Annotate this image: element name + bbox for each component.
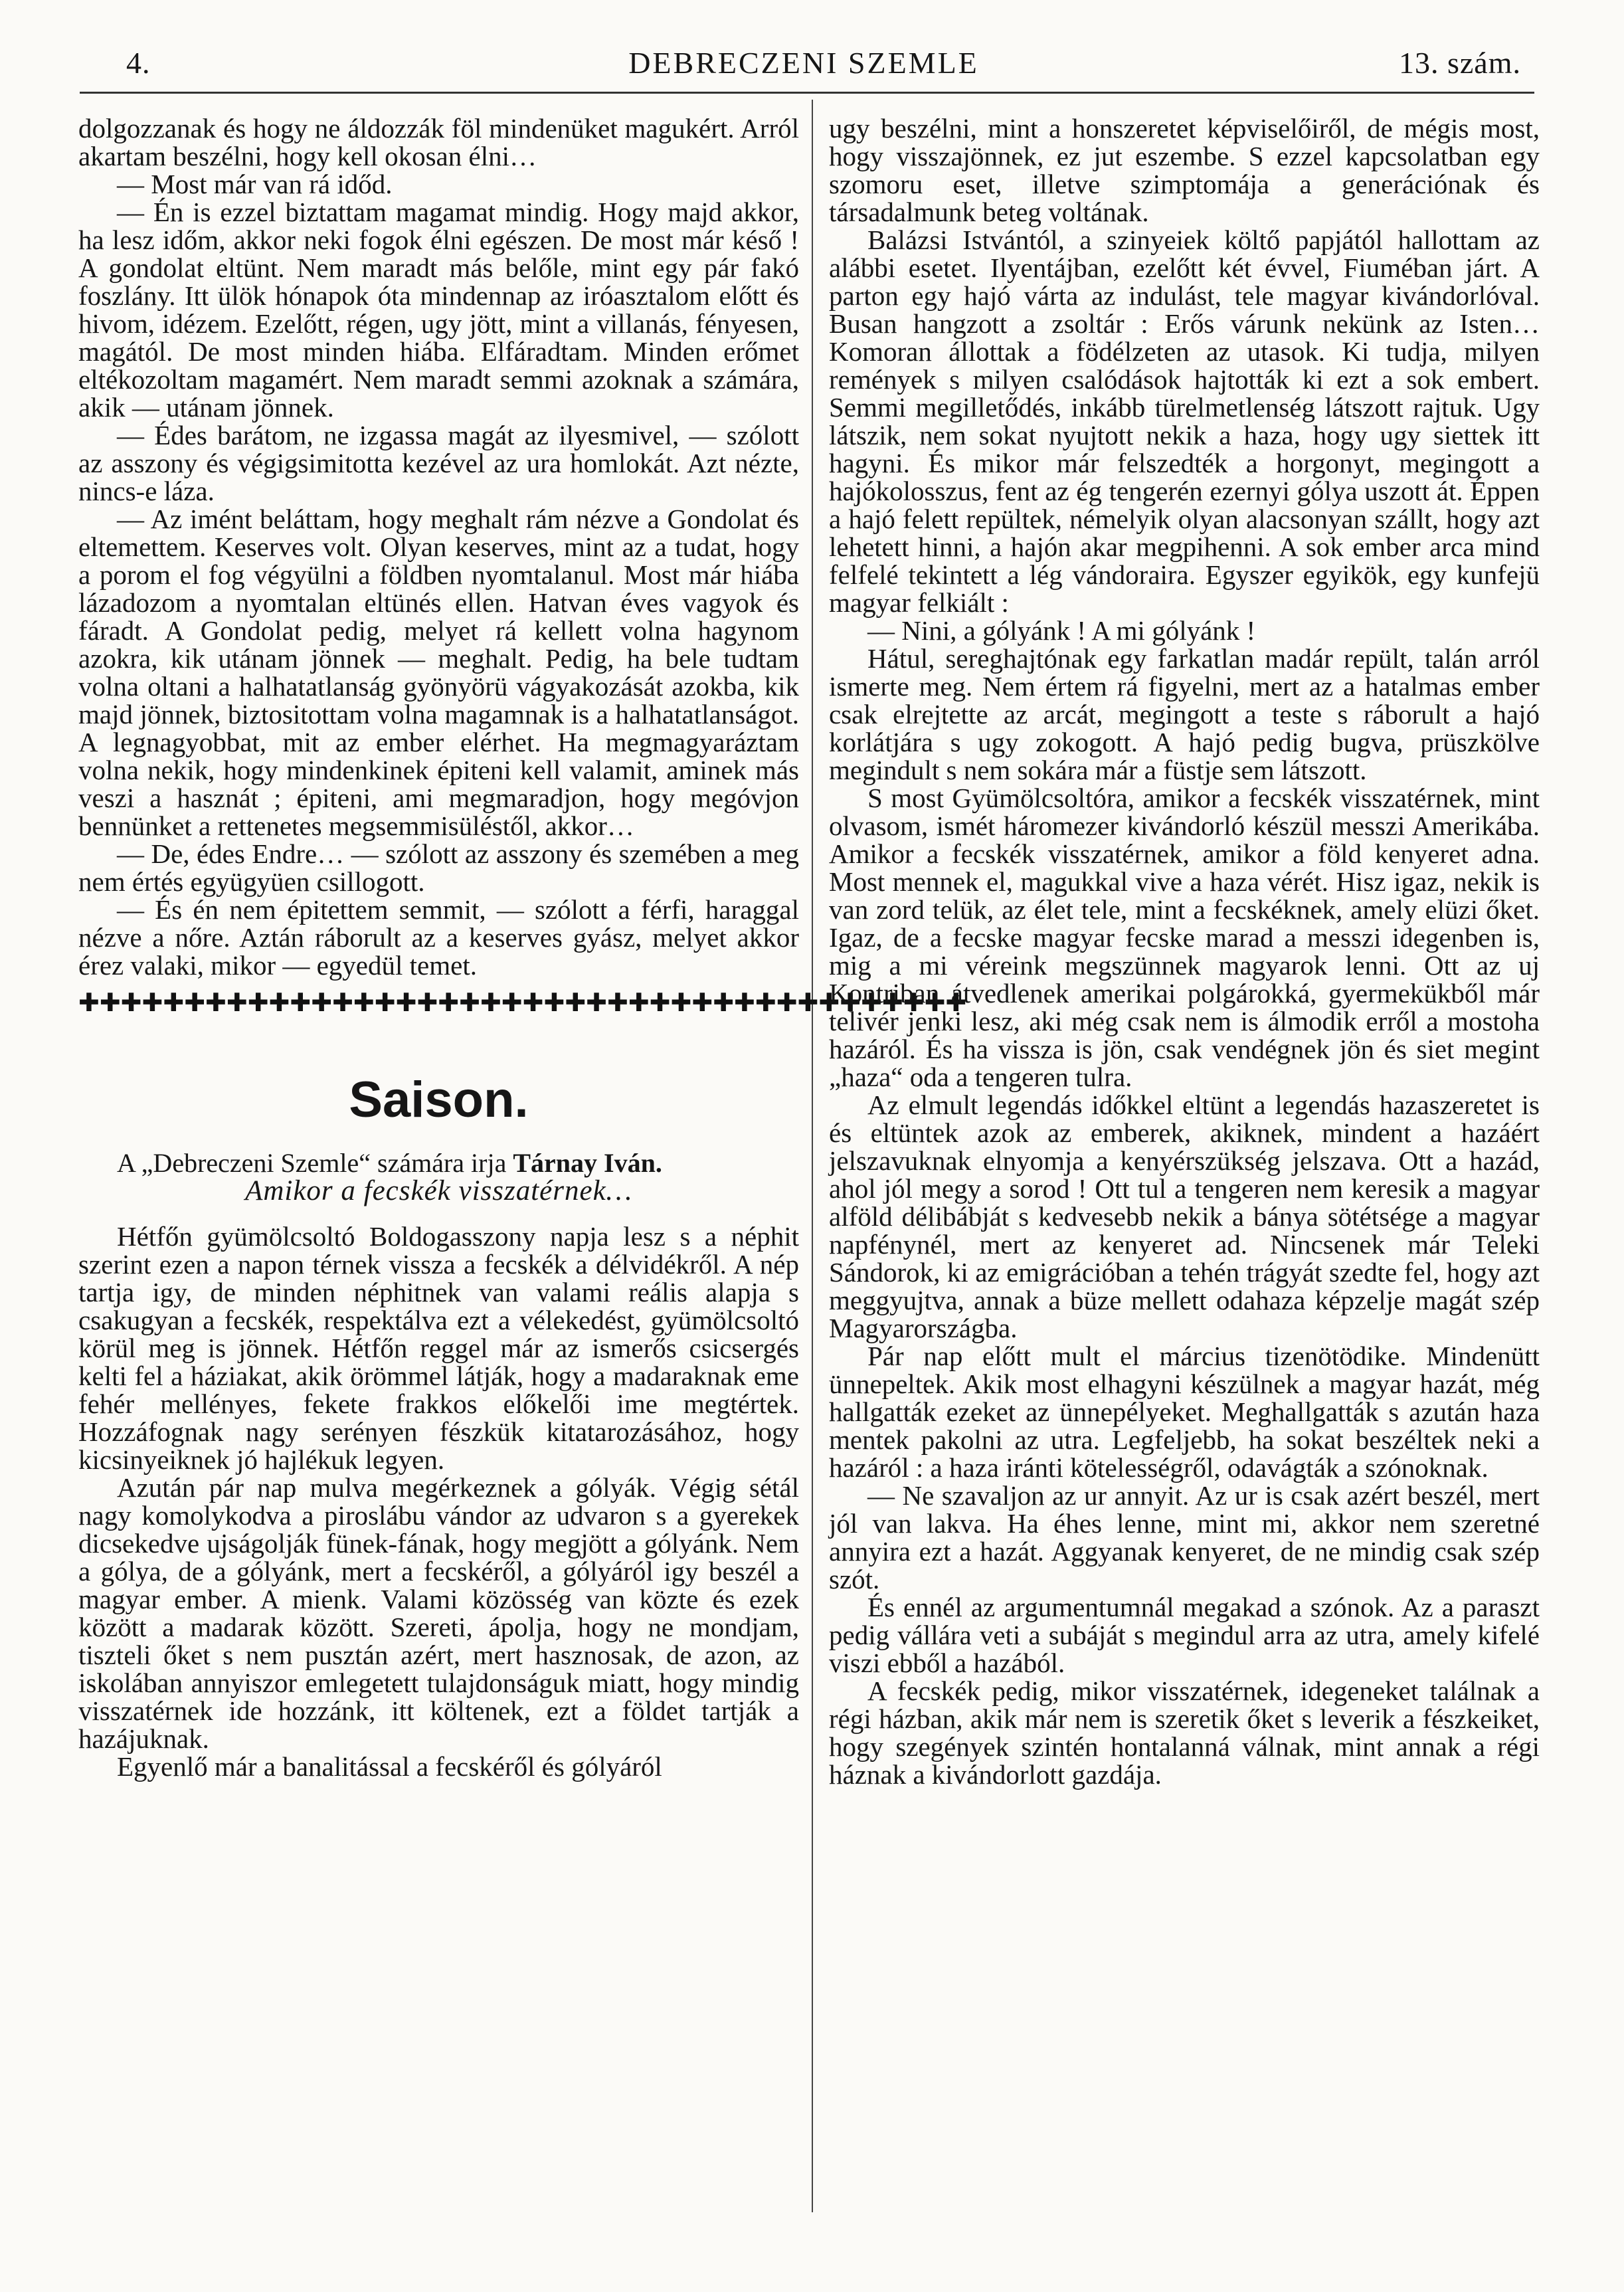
- paragraph: Hétfőn gyümölcsoltó Boldogasszony napja lesz s a néphit szerint ezen a napon térnek vissza a fecskék a délvidékről. A nép tartja igy, de minden néphitnek van valami reális alapja s csakugyan a fecskék, respektálva ezt a vélekedést, gyümölcsoltó körül meg is jönnek. Hétfőn reggel már az ismerős csicsergés kelti fel a háziakat, akik örömmel látják, hogy a madaraknak eme fehér mellényes, fekete frakkos előkelői ime megtértek. Hozzáfognak nagy serényen fészkük kitatarozásához, hogy kicsinyeiknek jó hajlékuk legyen.: [78, 1221, 799, 1475]
- paragraph: dolgozzanak és hogy ne áldozzák föl mindenüket magukért. Arról akartam beszélni, hogy kell okosan élni…: [78, 113, 799, 171]
- paragraph: Pár nap előtt mult el március tizenötödike. Mindenütt ünnepeltek. Akik most elhagyni készülnek a magyar hazát, még hallgatták ezeket az ünnepélyeket. Meghallgatták s azután haza mentek pakolni az utra. Legfeljebb, ha sokat beszéltek neki a hazáról : a haza iránti kötelességről, odavágták a szónoknak.: [829, 1341, 1540, 1483]
- left-column: [78, 113, 967, 1782]
- ornament-divider: ✚✚✚✚✚✚✚✚✚✚✚✚✚✚✚✚✚✚✚✚✚✚✚✚✚✚✚✚✚✚✚✚✚✚✚✚✚✚✚✚✚✚: [78, 989, 967, 1017]
- publication-title: DEBRECZENI SZEMLE: [628, 46, 979, 80]
- paragraph: Egyenlő már a banalitással a fecskéről és gólyáról: [117, 1751, 662, 1782]
- issue-number: 13. szám.: [1398, 46, 1521, 80]
- paragraph: ugy beszélni, mint a honszeretet képviselőiről, de mégis most, hogy visszajönnek, ez jut eszembe. S ezzel kapcsolatban egy szomoru eset, illetve szimptomája a generációnak és társadalmunk beteg voltának.: [829, 113, 1540, 227]
- page-header: [80, 41, 1528, 88]
- paragraph: Balázsi Istvántól, a szinyeiek költő papjától hallottam az alábbi esetet. Ilyentájban, ezelőtt két évvel, Fiuméban járt. A parton egy hajó várta az indulást, tele magyar kivándorlóval. Busan hangzott a zsoltár : Erős várunk nekünk az Isten… Komoran állottak a födélzeten az utasok. Ki tudja, milyen remények s milyen csalódások hajtották ki ezt a sok embert. Semmi megilletődés, inkább türelmetlenség látszott rajtuk. Ugy látszik, nem sokat nyujtott nekik a haza, hogy ugy siettek itt hagyni. És mikor már felszedték a horgonyt, megingott a hajókolosszus, fent az ég tengerén ezernyi gólya uszott át. Éppen a hajó felett repültek, némelyik olyan alacsonyan szállt, hogy azt lehetett hinni, a hajón akar megpihenni. A sok ember arca mind felfelé tekintett a lég vándoraira. Egyszer egyikök, egy kunfejü magyar felkiált :: [829, 225, 1540, 618]
- column-divider: [812, 100, 813, 2212]
- article-byline: [78, 1149, 799, 1177]
- paragraph: — Az imént beláttam, hogy meghalt rám nézve a Gondolat és eltemettem. Keserves volt. Olyan keserves, mint az a tudat, hogy a porom el fog végyülni a földben nyomtalanul. Most már hiába lázadozom a nyomtalan eltünés ellen. Hatvan éves vagyok és fáradt. A Gondolat pedig, melyet rá kellett volna hagynom azokra, kik utánam jönnek — meghalt. Pedig, ha bele tudtam volna oltani a halhatatlanság gyönyörü vágyakozását azokba, kik majd jönnek, biztositottam volna magamnak is a halhatatlanságot. A legnagyobbat, mit az ember elérhet. Ha megmagyaráztam volna nekik, hogy mindenkinek épiteni kell valamit, aminek más veszi a hasznát ; épiteni, ami megmaradjon, hogy megóvjon bennünket a rettenetes megsemmisüléstől, akkor…: [78, 504, 799, 841]
- paragraph: — De, édes Endre… — szólott az asszony és szemében a meg nem értés együgyüen csillogott.: [78, 838, 799, 897]
- paragraph: — Most már van rá időd.: [117, 169, 393, 199]
- paragraph: És ennél az argumentumnál megakad a szónok. Az a paraszt pedig vállára veti a subáját s megindul arra az utra, amely kifelé viszi ebből a hazából.: [829, 1592, 1540, 1678]
- paragraph: — Én is ezzel biztattam magamat mindig. Hogy majd akkor, ha lesz időm, akkor neki fogok élni egészen. De most már késő ! A gondolat eltünt. Nem maradt más belőle, mint egy pár fakó foszlány. Itt ülök hónapok óta mindennap az iróasztalom előtt és hivom, idézem. Ezelőtt, régen, ugy jött, mint a villanás, fényesen, magától. De most minden hiába. Elfáradtam. Minden erőmet eltékozoltam magamért. Nem maradt semmi azoknak a számára, akik — utánam jönnek.: [78, 197, 799, 423]
- page-number: 4.: [126, 46, 151, 80]
- paragraph: Azután pár nap mulva megérkeznek a gólyák. Végig sétál nagy komolykodva a piroslábu vándor az udvaron s a gyerekek dicsekedve ujságolják fünek-fának, hogy megjött a gólyánk. Nem a gólya, de a gólyánk, mert a fecskéről, a gólyáról igy beszél a magyar ember. A mienk. Valami közösség van közte és ezek között a madarak között. Szereti, ápolja, hogy ne mondjam, tiszteli őket s nem pusztán azért, mert hasznosak, de azon, az iskolában annyiszor emlegetett tulajdonságuk miatt, hogy mindig visszatérnek ide hozzánk, itt költenek, ezt a földet tartják a hazájuknak.: [78, 1472, 799, 1754]
- paragraph: — És én nem épitettem semmit, — szólott a férfi, haraggal nézve a nőre. Aztán ráborult az a keserves gyász, melyet akkor érez valaki, mikor — egyedül temet.: [78, 894, 799, 981]
- paragraph: — Édes barátom, ne izgassa magát az ilyesmivel, — szólott az asszony és végigsimitotta kezével az ura homlokát. Azt nézte, nincs-e láza.: [78, 420, 799, 506]
- article-subtitle: Amikor a fecskék visszatérnek…: [245, 1175, 632, 1206]
- paragraph: A fecskék pedig, mikor visszatérnek, idegeneket találnak a régi házban, akik már nem is szeretik őket s leverik a fészkeiket, hogy szegények szintén hontalanná válnak, mint annak a régi háznak a kivándorlott gazdája.: [829, 1675, 1540, 1790]
- paragraph: — Ne szavaljon az ur annyit. Az ur is csak azért beszél, mert jól van lakva. Ha éhes lenne, mint mi, akkor nem szeretné annyira ezt a hazát. Aggyanak kenyeret, de ne mindig csak szép szót.: [829, 1480, 1540, 1594]
- paragraph: — Nini, a gólyánk ! A mi gólyánk !: [867, 615, 1256, 646]
- paragraph: S most Gyümölcsoltóra, amikor a fecskék visszatérnek, mint olvasom, ismét háromezer kivándorló készül messzi Amerikába. Amikor a fecskék visszatérnek, amikor a föld kenyeret adna. Most mennek el, magukkal vive a haza vérét. Hisz igaz, nekik is van zord telük, az élet tele, mint a fecskéknek, amely elüzi őket. Igaz, de a fecske magyar fecske marad a messzi idegenben is, mig a mi véreink megszünnek magyarok lenni. Ott az uj Kontriban átvedlenek amerikai polgárokká, gyermekükből már telivér jenki lesz, aki még csak nem is álmodik erről a mostoha hazáról. És ha vissza is jön, csak vendégnek jön és siet megint „haza“ oda a tengeren tulra.: [829, 783, 1540, 1092]
- byline-author: Tárnay Iván.: [513, 1148, 662, 1178]
- article-title: Saison.: [349, 1072, 529, 1128]
- header-rule: [80, 92, 1534, 94]
- byline-prefix: A „Debreczeni Szemle“ számára irja: [117, 1148, 507, 1178]
- paragraph: Az elmult legendás időkkel eltünt a legendás hazaszeretet is és eltüntek azok az emberek, akiknek, mindent a hazáért jelszavuknak elnyomja a kenyérszükség jelszava. Ott a hazád, ahol jól megy a sorod ! Ott tul a tengeren nem keresik a magyar alföld délibábját s kedvesebb nekik a bánya sötétsége a magyar napfénynél, mert az kenyeret ad. Nincsenek már Teleki Sándorok, ki az emigrációban a tehén trágyát szedte fel, hogy azt meggyujtva, annak a büze mellett odahaza képzelje magát szép Magyarországba.: [829, 1090, 1540, 1343]
- right-column: [829, 114, 1540, 1788]
- paragraph: Hátul, sereghajtónak egy farkatlan madár repült, talán arról ismerte meg. Nem értem rá figyelni, mert az a hatalmas ember csak elrejtette az arcát, megingott a teste s ráborult a hajó korlátjára s ugy zokogott. A hajó pedig bugva, prüszkölve megindult s nem sokára már a füstje sem látszott.: [829, 643, 1540, 785]
